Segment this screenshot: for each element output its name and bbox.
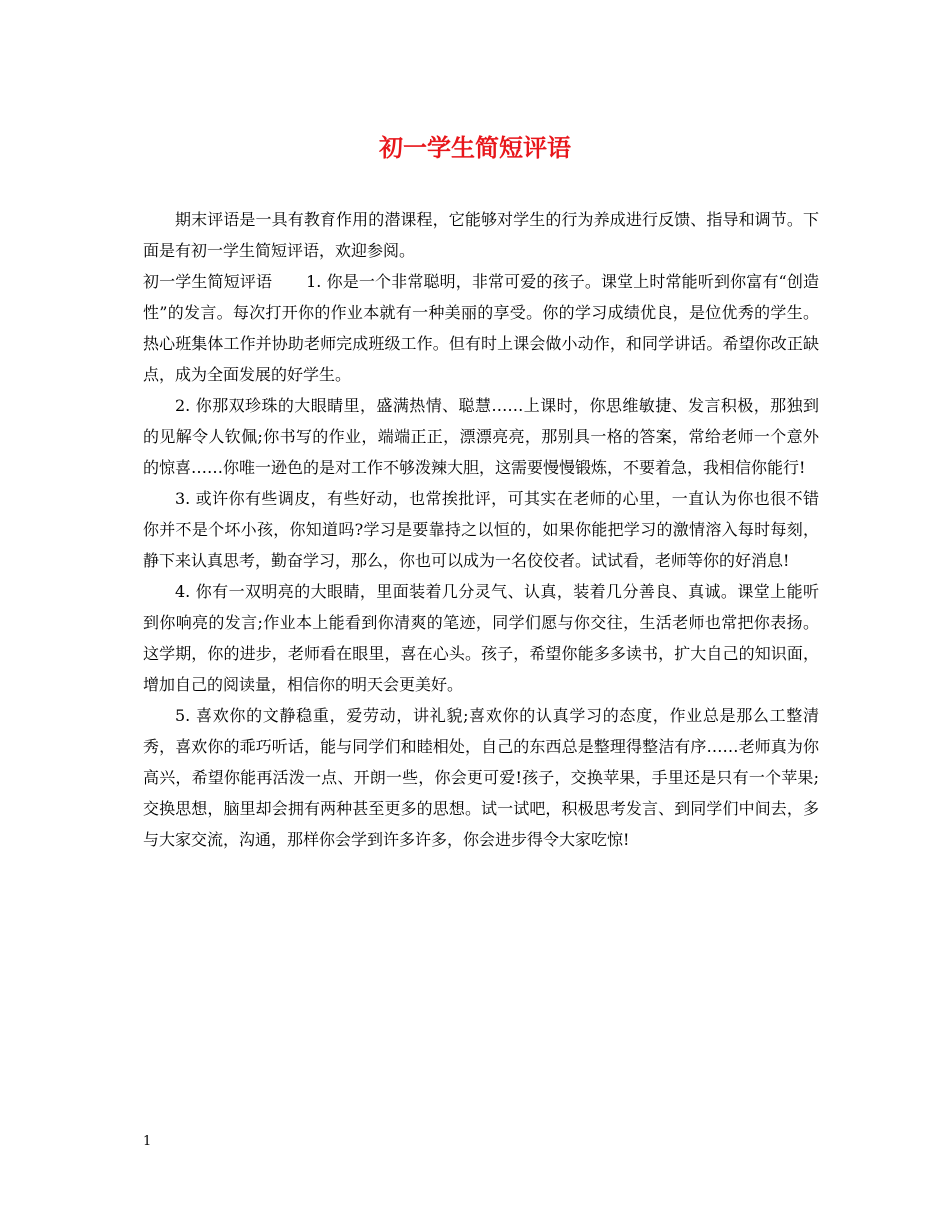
page-number: 1 — [143, 1134, 152, 1149]
comment-paragraph-4: 4. 你有一双明亮的大眼睛，里面装着几分灵气、认真，装着几分善良、真诚。课堂上能听到你响亮的发言;作业本上能看到你清爽的笔迹，同学们愿与你交往，生活老师也常把你表扬。这学期，你的进步，老师看在眼里，喜在心头。孩子，希望你能多多读书，扩大自己的知识面，增加自己的阅读量，相信你的明天会更美好。 — [143, 582, 819, 694]
comment-paragraph-3: 3. 或许你有些调皮，有些好动，也常挨批评，可其实在老师的心里，一直认为你也很不错你并不是个坏小孩，你知道吗?学习是要靠持之以恒的，如果你能把学习的激情溶入每时每刻，静下来认真思考，勤奋学习，那么，你也可以成为一名佼佼者。试试看，老师等你的好消息! — [143, 489, 819, 570]
document-title: 初一学生简短评语 — [379, 133, 571, 162]
section-heading: 初一学生简短评语 — [143, 272, 273, 291]
comment-paragraph-2: 2. 你那双珍珠的大眼睛里，盛满热情、聪慧……上课时，你思维敏捷、发言积极，那独到的见解令人钦佩;你书写的作业，端端正正，漂漂亮亮，那别具一格的答案，常给老师一个意外的惊喜……你唯一逊色的是对工作不够泼辣大胆，这需要慢慢锻炼，不要着急，我相信你能行! — [143, 396, 819, 477]
comment-paragraph-5: 5. 喜欢你的文静稳重，爱劳动，讲礼貌;喜欢你的认真学习的态度，作业总是那么工整清秀，喜欢你的乖巧听话，能与同学们和睦相处，自己的东西总是整理得整洁有序……老师真为你高兴，希望你能再活泼一点、开朗一些，你会更可爱!孩子，交换苹果，手里还是只有一个苹果;交换思想，脑里却会拥有两种甚至更多的思想。试一试吧，积极思考发言、到同学们中间去，多与大家交流，沟通，那样你会学到许多许多，你会进步得令大家吃惊! — [143, 706, 819, 849]
comment-text-1: 1. 你是一个非常聪明，非常可爱的孩子。课堂上时常能听到你富有“创造性”的发言。每次打开你的作业本就有一种美丽的享受。你的学习成绩优良，是位优秀的学生。热心班集体工作并协助老师完成班级工作。但有时上课会做小动作，和同学讲话。希望你改正缺点，成为全面发展的好学生。 — [143, 272, 819, 384]
intro-paragraph: 期末评语是一具有教育作用的潜课程，它能够对学生的行为养成进行反馈、指导和调节。下面是有初一学生简短评语，欢迎参阅。 — [143, 210, 819, 260]
comment-paragraph-1 — [143, 266, 819, 390]
document-body — [143, 204, 819, 855]
